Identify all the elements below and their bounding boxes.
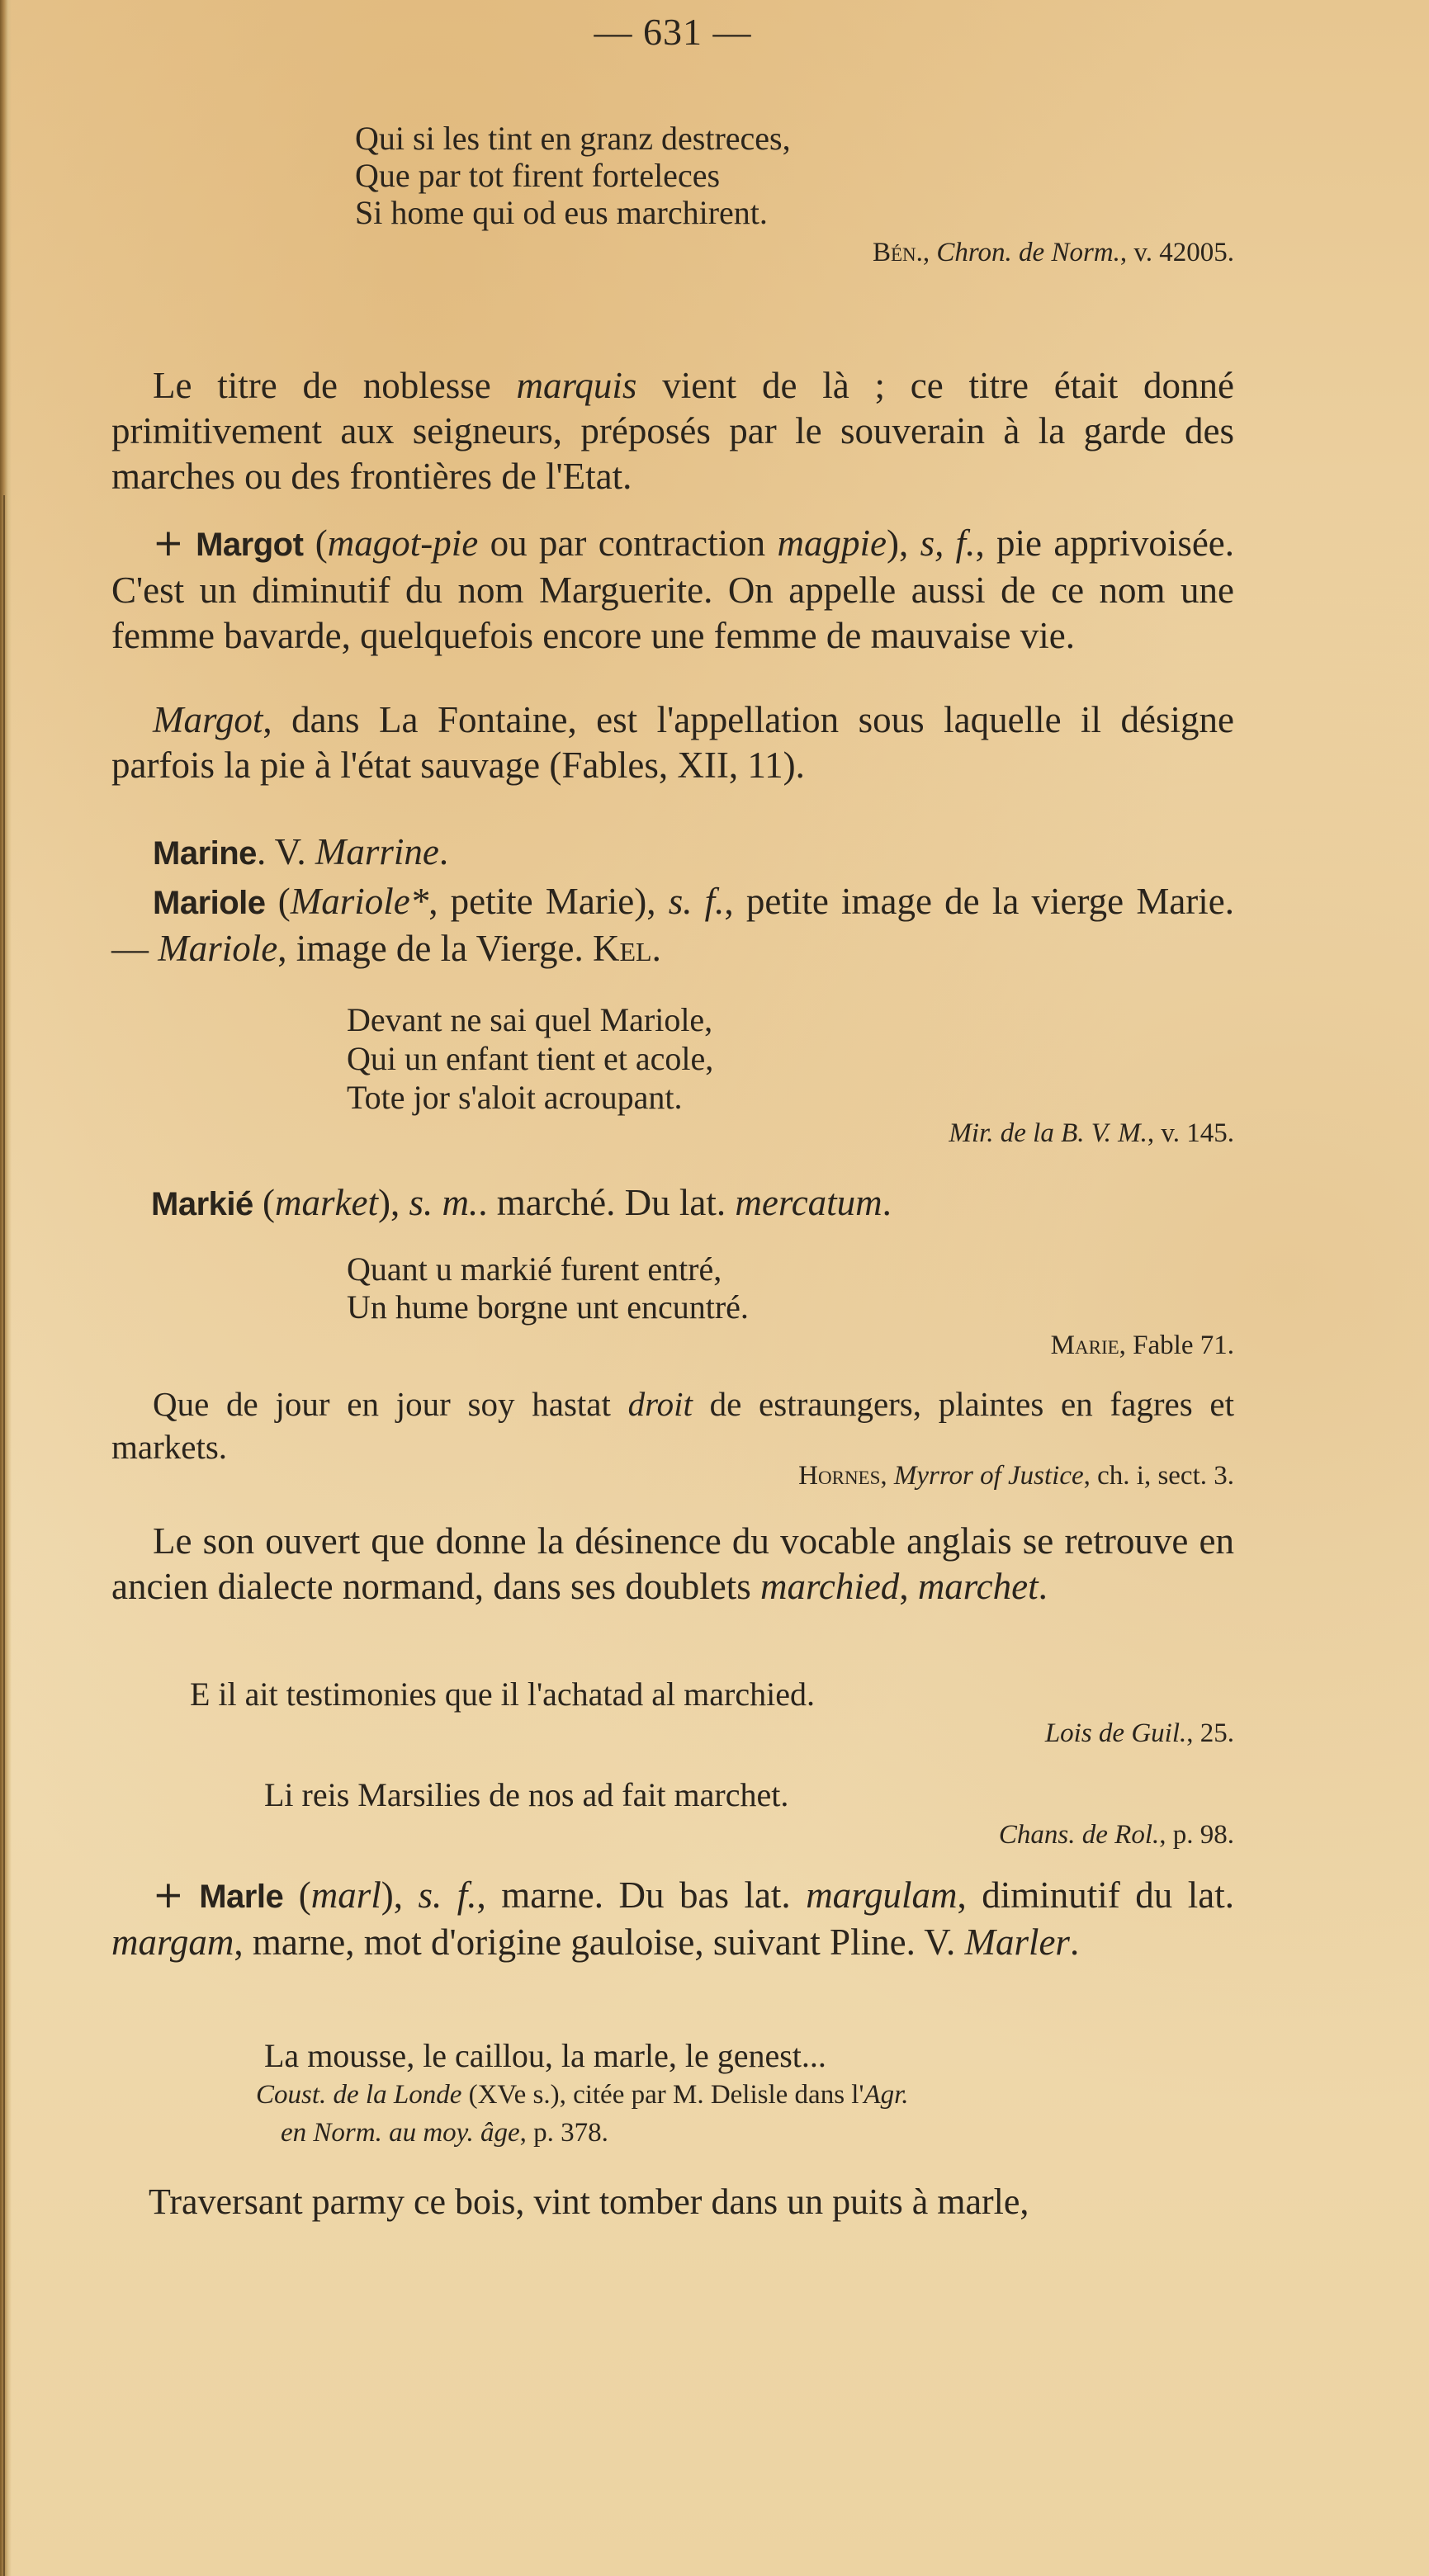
italic-term: marquis (516, 365, 637, 406)
citation-author: Bén. (873, 238, 923, 267)
verse-line: La mousse, le caillou, la marle, le genest... (264, 2037, 826, 2074)
citation (999, 1820, 1234, 1850)
paragraph-marquis: Le titre de noblesse marquis vient de là ; ce titre était donné primitivement aux seigneurs, préposés par le souverain à la garde des marches ou des frontières de l'Etat. (111, 365, 1234, 497)
prose-quote: Que de jour en jour soy hastat droit de estraungers, plaintes en fagres et markets. (111, 1385, 1234, 1466)
verse-line: E il ait testimonies que il l'achatad al marchied. (190, 1676, 815, 1713)
headword: Mariole (153, 885, 266, 921)
verse-line: Li reis Marsilies de nos ad fait marchet. (264, 1776, 789, 1813)
citation-work: Coust. de la Londe (256, 2080, 462, 2110)
headword: Margot (196, 527, 304, 563)
entry-margot-note: Margot, dans La Fontaine, est l'appellation sous laquelle il désigne parfois la pie à l'état sauvage (Fables, XII, 11). (111, 699, 1234, 786)
entry-margot: + Margot (magot-pie ou par contraction magpie), s, f., pie apprivoisée. C'est un diminutif du nom Marguerite. On appelle aussi de ce nom une femme bavarde, quelquefois encore une femme de mauvaise vie. (111, 521, 1235, 656)
verse-line: Un hume borgne unt encuntré. (347, 1288, 749, 1326)
verse-line: Qui un enfant tient et acole, (347, 1040, 714, 1077)
citation: Bén., Chron. de Norm., v. 42005. (873, 238, 1234, 267)
citation-continued: en Norm. au moy. âge, p. 378. (281, 2118, 608, 2148)
cross-icon: + (153, 521, 184, 565)
citation (1045, 1718, 1234, 1749)
grammar-label: s. f. (668, 881, 725, 922)
book-binding-edge (0, 0, 12, 2576)
citation-author: Marie (1050, 1331, 1119, 1360)
source-abbrev: Kel. (593, 928, 661, 969)
verse-line: Que par tot firent forteleces (355, 157, 721, 194)
grammar-label: s. f. (418, 1874, 477, 1916)
paragraph-son-ouvert: Le son ouvert que donne la désinence du vocable anglais se retrouve en ancien dialecte normand, dans ses doublets marchied, marchet. (111, 1520, 1234, 1607)
entry-marle: + Marle (marl), s. f., marne. Du bas lat. margulam, diminutif du lat. margam, marne, mot d'origine gauloise, suivant Pline. V. Marler. (111, 1873, 1235, 1963)
entry-markie: Markié (market), s. m.. marché. Du lat. mercatum. (151, 1182, 892, 1223)
grammar-label: s. m. (409, 1182, 479, 1223)
citation-work: Mir. de la B. V. M. (949, 1118, 1147, 1148)
verse-line: Quant u markié furent entré, (347, 1250, 722, 1288)
citation-ref: , v. 145. (1147, 1118, 1234, 1148)
last-line: Traversant parmy ce bois, vint tomber dans un puits à marle, (149, 2181, 1029, 2222)
citation-ref: , v. 42005. (1119, 238, 1234, 267)
citation (1051, 1331, 1234, 1361)
verse-line: Devant ne sai quel Mariole, (347, 1001, 713, 1038)
citation-author: Hornes (798, 1461, 881, 1491)
binding-shadow-line (3, 495, 5, 2576)
cross-icon: + (153, 1873, 184, 1917)
citation: Hornes, Myrror of Justice, ch. i, sect. 3. (798, 1461, 1234, 1491)
verse-line: Si home qui od eus marchirent. (355, 194, 768, 231)
citation-ref: , p. 98. (1159, 1820, 1234, 1850)
entry-mariole: Mariole (Mariole*, petite Marie), s. f., petite image de la vierge Marie. — Mariole, image de la Vierge. Kel. (111, 881, 1235, 969)
citation: Coust. de la Londe (XVe s.), citée par M. Delisle dans l'Agr. (256, 2080, 909, 2110)
citation (949, 1118, 1234, 1149)
headword: Marle (199, 1879, 284, 1915)
citation-ref: , 25. (1186, 1718, 1234, 1748)
citation-ref: , ch. i, sect. 3. (1083, 1461, 1234, 1491)
verse-line: Qui si les tint en granz destreces, (355, 120, 791, 157)
citation-work: Myrror of Justice (893, 1461, 1084, 1491)
citation-work: Lois de Guil. (1044, 1718, 1187, 1748)
headword: Markié (151, 1186, 253, 1222)
headword: Marine (153, 835, 257, 872)
page-number: — 631 — (594, 11, 752, 53)
verse-line: Tote jor s'aloit acroupant. (347, 1079, 683, 1116)
grammar-label: s, f. (920, 522, 976, 564)
entry-marine: Marine. V. Marrine. (153, 831, 449, 872)
citation-work: Chron. de Norm. (936, 238, 1120, 267)
cross-reference: Marrine (315, 831, 439, 872)
citation-ref: , Fable 71. (1119, 1331, 1234, 1360)
cross-reference: Marler (964, 1921, 1070, 1963)
citation-work: Chans. de Rol. (998, 1820, 1160, 1850)
